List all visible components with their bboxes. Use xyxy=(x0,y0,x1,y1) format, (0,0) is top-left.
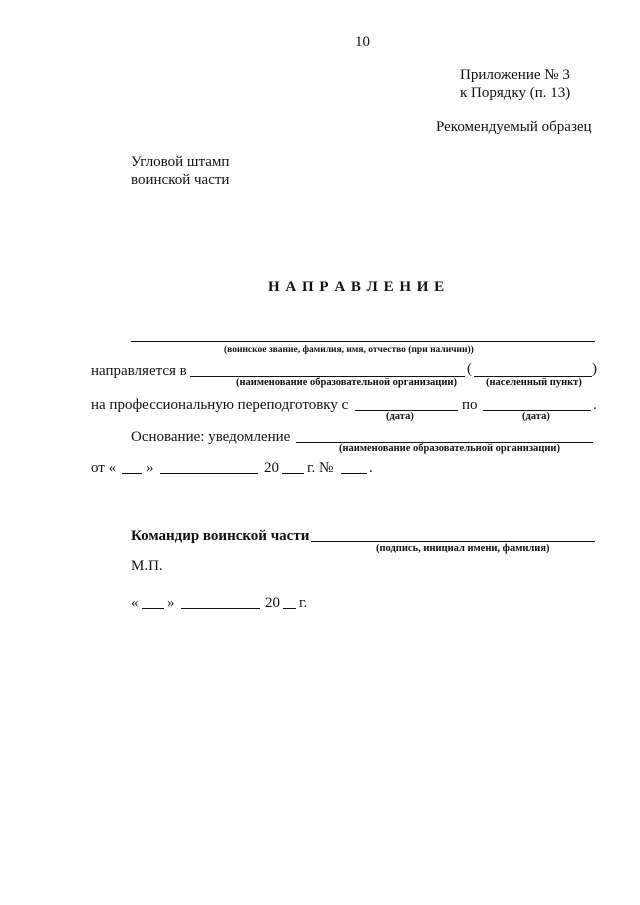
recommended-sample: Рекомендуемый образец xyxy=(436,119,592,135)
from-number-line xyxy=(341,473,367,474)
from-quote-close: » xyxy=(146,460,154,476)
basis-caption: (наименование образовательной организации) xyxy=(339,443,560,454)
stamp-line-2: воинской части xyxy=(131,172,230,188)
sign-month-line xyxy=(181,608,260,609)
locality-caption: (населенный пункт) xyxy=(486,377,582,388)
sign-day-line xyxy=(142,608,164,609)
date-to-caption: (дата) xyxy=(522,411,550,422)
from-day-line xyxy=(122,473,142,474)
document-title: Н А П Р А В Л Е Н И Е xyxy=(268,279,446,295)
signature-line xyxy=(311,541,595,542)
paren-close: ) xyxy=(592,361,597,377)
paren-open: ( xyxy=(467,361,472,377)
directed-to-label: направляется в xyxy=(91,363,187,379)
from-year-line xyxy=(282,473,304,474)
sign-quote-close: » xyxy=(167,595,175,611)
appendix-line-2: к Порядку (п. 13) xyxy=(460,85,571,101)
from-end-dot: . xyxy=(369,460,373,476)
person-caption: (воинское звание, фамилия, имя, отчество (при наличии)) xyxy=(224,345,474,355)
stamp-line-1: Угловой штамп xyxy=(131,154,230,170)
appendix-line-1: Приложение № 3 xyxy=(460,67,570,83)
from-quote-open: от « xyxy=(91,460,117,476)
person-line xyxy=(131,341,595,342)
from-year: 20 xyxy=(264,460,279,476)
commander-label: Командир воинской части xyxy=(131,528,310,544)
seal-label: М.П. xyxy=(131,558,163,574)
date-from-caption: (дата) xyxy=(386,411,414,422)
signature-caption: (подпись, инициал имени, фамилия) xyxy=(376,543,550,554)
page-number: 10 xyxy=(355,34,370,50)
sign-quote-open: « xyxy=(131,595,139,611)
sign-year-line xyxy=(283,608,296,609)
from-month-line xyxy=(160,473,258,474)
organization-caption: (наименование образовательной организации) xyxy=(236,377,457,388)
sign-year-suffix: г. xyxy=(299,595,308,611)
basis-label: Основание: уведомление xyxy=(131,429,291,445)
sign-year: 20 xyxy=(265,595,280,611)
retraining-end-dot: . xyxy=(593,397,597,413)
retraining-label: на профессиональную переподготовку с xyxy=(91,397,349,413)
to-label: по xyxy=(462,397,478,413)
from-number-label: г. № xyxy=(307,460,334,476)
